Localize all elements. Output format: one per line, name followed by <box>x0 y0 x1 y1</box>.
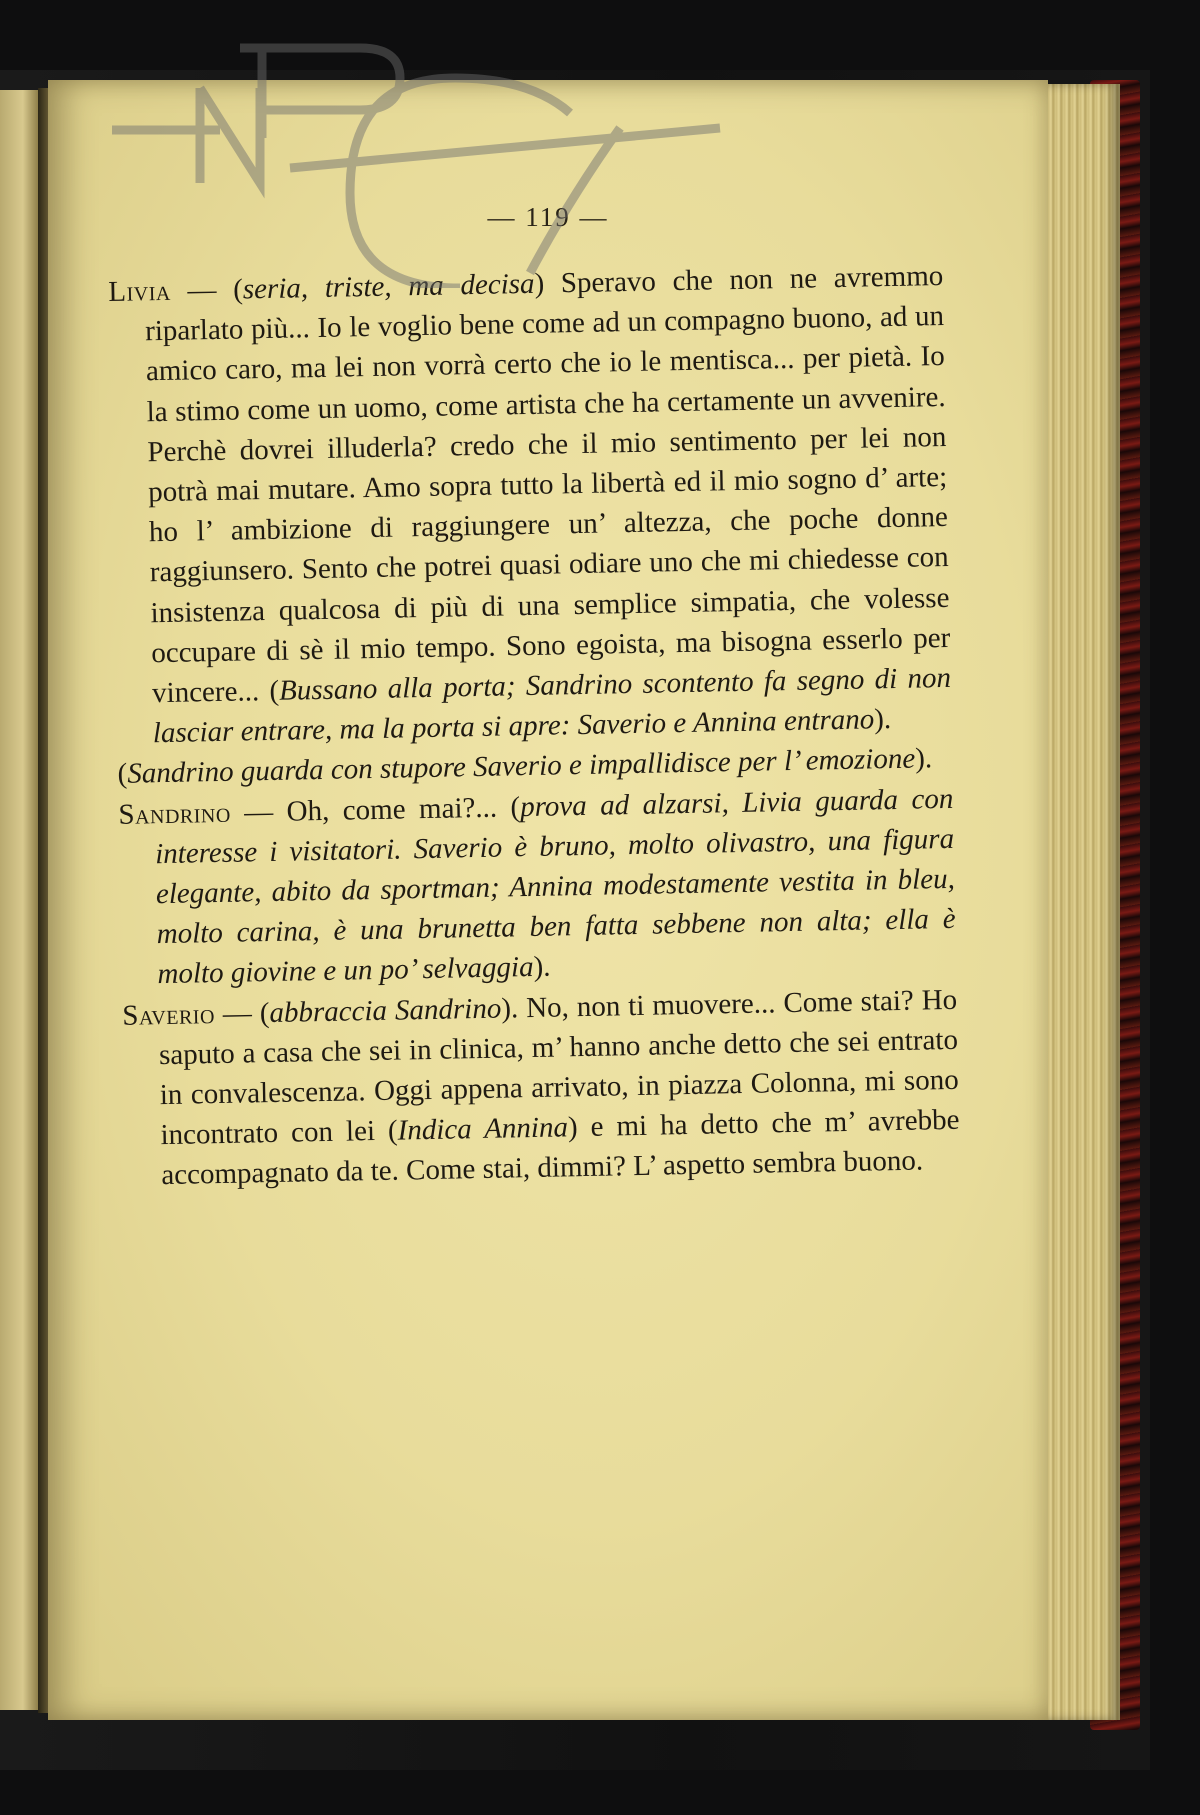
book-page <box>48 80 1048 1720</box>
dialogue-paragraph <box>108 256 952 754</box>
dialogue-text: ( <box>232 273 244 306</box>
speaker-dash: — <box>230 795 287 829</box>
stage-direction-text: seria, triste, ma decisa <box>242 267 535 306</box>
speaker-dash: — <box>214 996 261 1030</box>
dialogue-text: ( <box>117 758 128 791</box>
stage-direction-text: Bussano alla porta; Sandrino scontento fa segno di non lasciar entrare, ma la porta si apre: Saverio e Annina entrano <box>152 661 952 750</box>
dialogue-text: ) Speravo che non ne avremmo riparlato più... Io le voglio bene come ad un compagno buono, ad un amico caro, ma lei non vorrà certo che io le mentisca... per pietà. Io la stimo come un uomo, come artista che ha certamente un avvenire. Perchè dovrei illuderla? credo che il mio sentimento per lei non potrà mai mutare. Amo sopra tutto la libertà ed il mio sogno d’ arte; ho l’ ambizione di raggiungere un’ altezza, che poche donne raggiunsero. Sento che potrei quasi odiare uno che mi chiedesse con insistenza qualcosa di più di una semplice simpatia, che volesse occupare di sè il mio tempo. Sono egoista, ma bisogna esserlo per vincere... ( <box>144 259 951 710</box>
speaker-name: Saverio <box>121 997 216 1032</box>
dialogue-text: ) e mi ha detto che m’ avrebbe accompagnato da te. Come stai, dimmi? L’ aspetto sembra buono. <box>161 1104 960 1192</box>
stage-direction-text: Indica Annina <box>397 1111 569 1147</box>
dialogue-text: ). <box>873 703 892 736</box>
page-number: — 119 — <box>487 202 609 232</box>
dialogue-text: ( <box>259 996 270 1029</box>
facing-page-edge <box>0 90 38 1710</box>
dialogue-paragraph <box>118 779 957 996</box>
speaker-name: Sandrino <box>118 796 232 831</box>
dialogue-text: ). <box>533 951 551 984</box>
play-text <box>108 256 961 1197</box>
stage-direction-text: Sandrino guarda con stupore Saverio e impallidisce per l’ emozione <box>127 743 916 791</box>
dialogue-text: Oh, come mai?... ( <box>286 790 521 828</box>
dialogue-paragraph <box>122 979 961 1196</box>
speaker-dash: — <box>170 273 234 307</box>
dialogue-text: ). <box>914 742 933 776</box>
dialogue-text: ). No, non ti muovere... Come stai? Ho saputo a casa che sei in clinica, m’ hanno anche detto che sei entrato in convalescenza. Oggi appena arrivato, in piazza Colonna, mi sono incontrato con lei ( <box>158 983 959 1152</box>
speaker-name: Livia <box>108 274 172 308</box>
page-block-edge <box>1048 84 1120 1720</box>
stage-direction-text: prova ad alzarsi, Livia guarda con interesse i visitatori. Saverio è bruno, molto olivastro, una figura elegante, abito da sportman; Annina modestamente vestita in bleu, molto carina, è una brunetta ben fatta sebbene non alta; ella è molto giovine e un po’ selvaggia <box>154 782 956 991</box>
stage-direction-text: abbraccia Sandrino <box>269 992 502 1029</box>
